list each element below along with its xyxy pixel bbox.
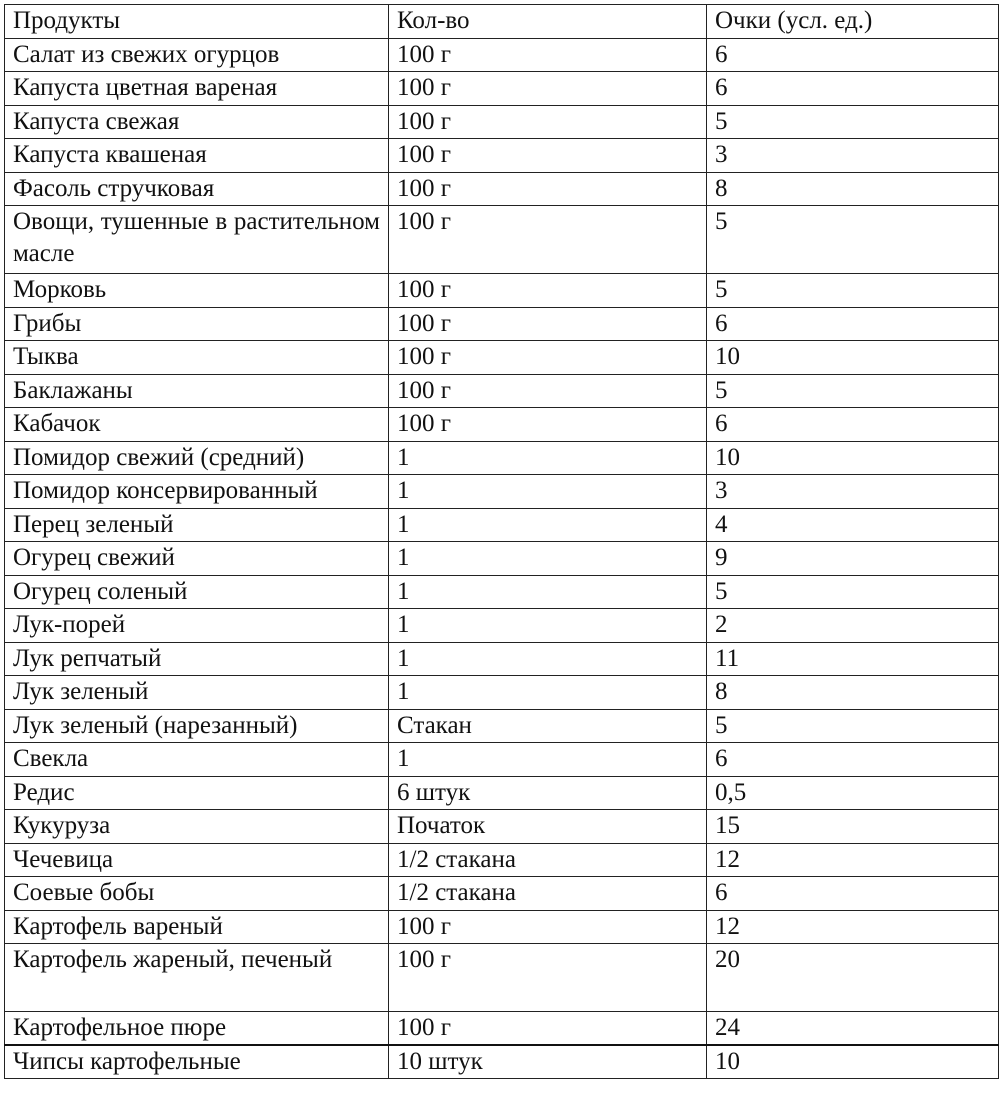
table-row [5,1012,999,1046]
table-row [5,776,999,810]
table-row [5,341,999,375]
table-row [5,408,999,442]
table-row [5,274,999,308]
cell-product: Чипсы картофельные [5,1045,389,1079]
table-row [5,676,999,710]
table-row [5,609,999,643]
cell-points: 10 [707,1045,999,1079]
cell-product: Кабачок [5,408,389,442]
table-row [5,307,999,341]
cell-points: 5 [707,575,999,609]
table-row [5,508,999,542]
cell-product: Капуста квашеная [5,139,389,173]
table-row [5,810,999,844]
cell-quantity: 100 г [389,374,707,408]
cell-quantity: Початок [389,810,707,844]
cell-quantity: 1/2 стакана [389,877,707,911]
cell-points: 10 [707,441,999,475]
cell-quantity: 1 [389,508,707,542]
cell-quantity: 100 г [389,944,707,1012]
table-row [5,105,999,139]
cell-points: 15 [707,810,999,844]
table-row [5,877,999,911]
cell-quantity: 100 г [389,408,707,442]
header-quantity: Кол-во [389,5,707,39]
cell-quantity: 100 г [389,341,707,375]
cell-product: Картофель вареный [5,910,389,944]
table-row [5,709,999,743]
cell-points: 5 [707,105,999,139]
cell-quantity: 100 г [389,910,707,944]
cell-quantity: 6 штук [389,776,707,810]
cell-product: Кукуруза [5,810,389,844]
cell-product: Помидор свежий (средний) [5,441,389,475]
cell-quantity: 1 [389,609,707,643]
cell-product: Лук-порей [5,609,389,643]
products-points-table [4,4,999,1079]
cell-quantity: 1/2 стакана [389,843,707,877]
table-row [5,475,999,509]
cell-points: 3 [707,139,999,173]
cell-points: 6 [707,38,999,72]
cell-product: Лук зеленый [5,676,389,710]
table-row [5,944,999,1012]
header-products: Продукты [5,5,389,39]
table-header-row [5,5,999,39]
cell-product: Редис [5,776,389,810]
cell-product: Свекла [5,743,389,777]
cell-product: Огурец свежий [5,542,389,576]
cell-quantity: Стакан [389,709,707,743]
cell-product: Чечевица [5,843,389,877]
cell-quantity: 1 [389,575,707,609]
cell-points: 6 [707,307,999,341]
table-row [5,575,999,609]
cell-points: 12 [707,843,999,877]
cell-points: 6 [707,408,999,442]
cell-product: Овощи, тушенные в растительном масле [5,206,389,274]
table-row [5,843,999,877]
cell-product: Фасоль стручковая [5,172,389,206]
cell-quantity: 100 г [389,1012,707,1046]
cell-points: 3 [707,475,999,509]
cell-product: Огурец соленый [5,575,389,609]
table-row [5,542,999,576]
cell-product: Картофельное пюре [5,1012,389,1046]
cell-product: Баклажаны [5,374,389,408]
cell-points: 4 [707,508,999,542]
cell-points: 8 [707,172,999,206]
cell-points: 20 [707,944,999,1012]
cell-quantity: 10 штук [389,1045,707,1079]
cell-points: 9 [707,542,999,576]
cell-quantity: 1 [389,542,707,576]
cell-product: Морковь [5,274,389,308]
cell-quantity: 1 [389,676,707,710]
cell-product: Салат из свежих огурцов [5,38,389,72]
table-row [5,72,999,106]
cell-points: 5 [707,709,999,743]
cell-quantity: 100 г [389,307,707,341]
table-row [5,38,999,72]
cell-points: 12 [707,910,999,944]
cell-quantity: 100 г [389,172,707,206]
cell-quantity: 1 [389,475,707,509]
cell-points: 6 [707,72,999,106]
cell-quantity: 1 [389,642,707,676]
table-row [5,139,999,173]
cell-points: 6 [707,877,999,911]
header-points: Очки (усл. ед.) [707,5,999,39]
table-row [5,374,999,408]
cell-product: Соевые бобы [5,877,389,911]
cell-product: Тыква [5,341,389,375]
cell-product: Капуста свежая [5,105,389,139]
table-row [5,910,999,944]
cell-quantity: 100 г [389,206,707,274]
cell-points: 6 [707,743,999,777]
cell-product: Картофель жареный, печеный [5,944,389,1012]
cell-product: Лук зеленый (нарезанный) [5,709,389,743]
cell-product: Лук репчатый [5,642,389,676]
table-row [5,1045,999,1079]
cell-product: Перец зеленый [5,508,389,542]
cell-quantity: 100 г [389,72,707,106]
cell-quantity: 100 г [389,274,707,308]
table-row [5,642,999,676]
table-row [5,206,999,274]
cell-points: 11 [707,642,999,676]
cell-points: 0,5 [707,776,999,810]
cell-quantity: 100 г [389,105,707,139]
cell-product: Капуста цветная вареная [5,72,389,106]
cell-product: Грибы [5,307,389,341]
cell-quantity: 1 [389,743,707,777]
table-row [5,743,999,777]
cell-points: 5 [707,274,999,308]
cell-points: 5 [707,374,999,408]
cell-quantity: 100 г [389,139,707,173]
cell-product: Помидор консервированный [5,475,389,509]
cell-points: 10 [707,341,999,375]
cell-quantity: 100 г [389,38,707,72]
cell-points: 2 [707,609,999,643]
cell-points: 5 [707,206,999,274]
table-row [5,172,999,206]
cell-quantity: 1 [389,441,707,475]
cell-points: 24 [707,1012,999,1046]
table-row [5,441,999,475]
cell-points: 8 [707,676,999,710]
